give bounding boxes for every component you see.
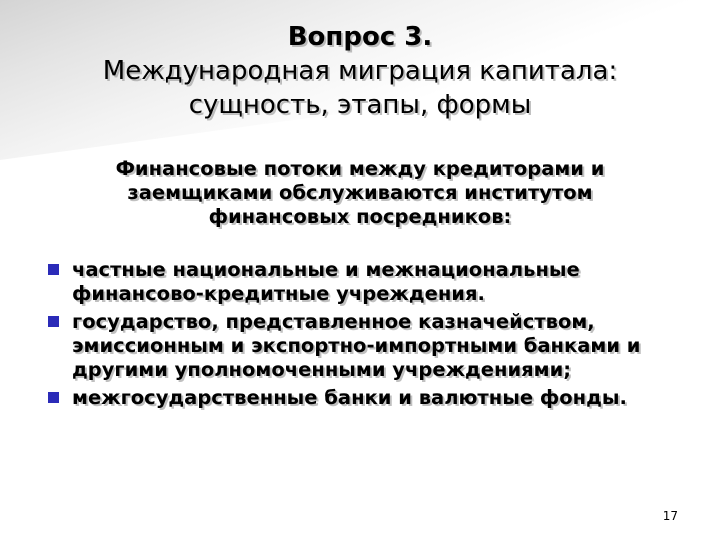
list-item-text: частные национальные и межнациональные финансово-кредитные учреждения. (72, 258, 580, 305)
square-bullet-icon (48, 392, 59, 403)
title-line-2: сущность, этапы, формы (188, 90, 532, 120)
bullet-list (46, 258, 686, 414)
question-heading: Вопрос 3. (287, 22, 433, 52)
list-item (46, 386, 686, 410)
list-item-text: государство, представленное казначейством, эмиссионным и экспортно-импортными банками и другими уполномоченными учреждениями; (72, 310, 641, 381)
slide-title (40, 20, 680, 122)
page-number: 17 (662, 509, 678, 523)
square-bullet-icon (48, 264, 59, 275)
list-item-text: межгосударственные банки и валютные фонды. (72, 386, 627, 409)
square-bullet-icon (48, 316, 59, 327)
intro-paragraph: Финансовые потоки между кредиторами и заемщиками обслуживаются институтом финансовых посредников: (115, 157, 605, 228)
list-item (46, 258, 686, 306)
title-line-1: Международная миграция капитала: (102, 56, 618, 86)
list-item (46, 310, 686, 382)
